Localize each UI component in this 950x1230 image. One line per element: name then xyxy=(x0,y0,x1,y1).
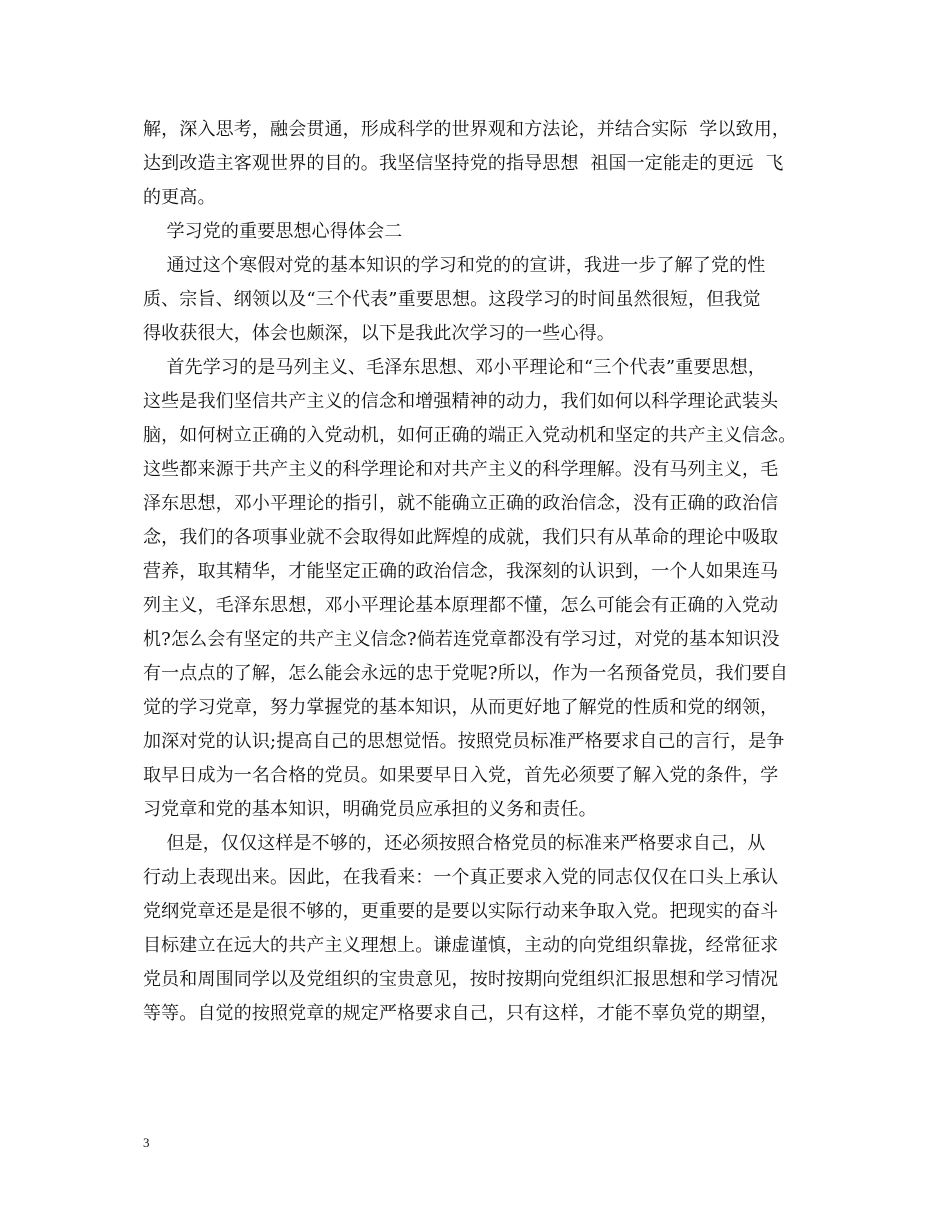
text-line: 的更高。 xyxy=(143,187,216,208)
text-line: 机?怎么会有坚定的共产主义信念?倘若连党章都没有学习过，对党的基本知识没 xyxy=(143,629,780,650)
text-line: 通过这个寒假对党的基本知识的学习和党的的宣讲，我进一步了解了党的性 xyxy=(143,255,766,276)
page-number: 3 xyxy=(143,1135,150,1150)
text-line: 念，我们的各项事业就不会取得如此辉煌的成就，我们只有从革命的理论中吸取 xyxy=(143,527,779,548)
text-line: 脑，如何树立正确的入党动机，如何正确的端正入党动机和坚定的共产主义信念。 xyxy=(143,425,797,446)
text-line: 加深对党的认识;提高自己的思想觉悟。按照党员标准严格要求自己的言行，是争 xyxy=(143,731,785,752)
section-heading: 学习党的重要思想心得体会二 xyxy=(143,221,403,242)
text-line: 行动上表现出来。因此，在我看来：一个真正要求入党的同志仅仅在口头上承认 xyxy=(143,867,779,888)
text-line: 质、宗旨、纲领以及“三个代表”重要思想。这段学习的时间虽然很短，但我觉 xyxy=(143,289,761,310)
text-line: 泽东思想，邓小平理论的指引，就不能确立正确的政治信念，没有正确的政治信 xyxy=(143,493,779,514)
text-line: 得收获很大，体会也颇深，以下是我此次学习的一些心得。 xyxy=(143,323,615,344)
text-line: 解，深入思考，融会贯通，形成科学的世界观和方法论，并结合实际 学以致用， xyxy=(143,119,790,140)
text-line: 等等。自觉的按照党章的规定严格要求自己，只有这样，才能不辜负党的期望， xyxy=(143,1003,779,1024)
text-line: 这些是我们坚信共产主义的信念和增强精神的动力，我们如何以科学理论武装头 xyxy=(143,391,779,412)
text-line: 营养，取其精华，才能坚定正确的政治信念，我深刻的认识到，一个人如果连马 xyxy=(143,561,779,582)
text-line: 有一点点的了解，怎么能会永远的忠于党呢?所以，作为一名预备党员，我们要自 xyxy=(143,663,789,684)
text-line: 觉的学习党章，努力掌握党的基本知识，从而更好地了解党的性质和党的纲领， xyxy=(143,697,779,718)
text-line: 目标建立在远大的共产主义理想上。谦虚谨慎，主动的向党组织靠拢，经常征求 xyxy=(143,935,779,956)
text-line: 习党章和党的基本知识，明确党员应承担的义务和责任。 xyxy=(143,799,597,820)
text-line: 首先学习的是马列主义、毛泽东思想、邓小平理论和“三个代表”重要思想， xyxy=(143,357,766,378)
body-text xyxy=(143,113,823,1031)
text-line: 党员和周围同学以及党组织的宝贵意见，按时按期向党组织汇报思想和学习情况 xyxy=(143,969,779,990)
text-line: 达到改造主客观世界的目的。我坚信坚持党的指导思想 祖国一定能走的更远 飞 xyxy=(143,153,784,174)
text-line: 取早日成为一名合格的党员。如果要早日入党，首先必须要了解入党的条件，学 xyxy=(143,765,779,786)
text-line: 列主义，毛泽东思想，邓小平理论基本原理都不懂，怎么可能会有正确的入党动 xyxy=(143,595,779,616)
text-line: 这些都来源于共产主义的科学理论和对共产主义的科学理解。没有马列主义，毛 xyxy=(143,459,779,480)
text-line: 党纲党章还是是很不够的，更重要的是要以实际行动来争取入党。把现实的奋斗 xyxy=(143,901,779,922)
text-line: 但是，仅仅这样是不够的，还必须按照合格党员的标准来严格要求自己，从 xyxy=(143,833,766,854)
